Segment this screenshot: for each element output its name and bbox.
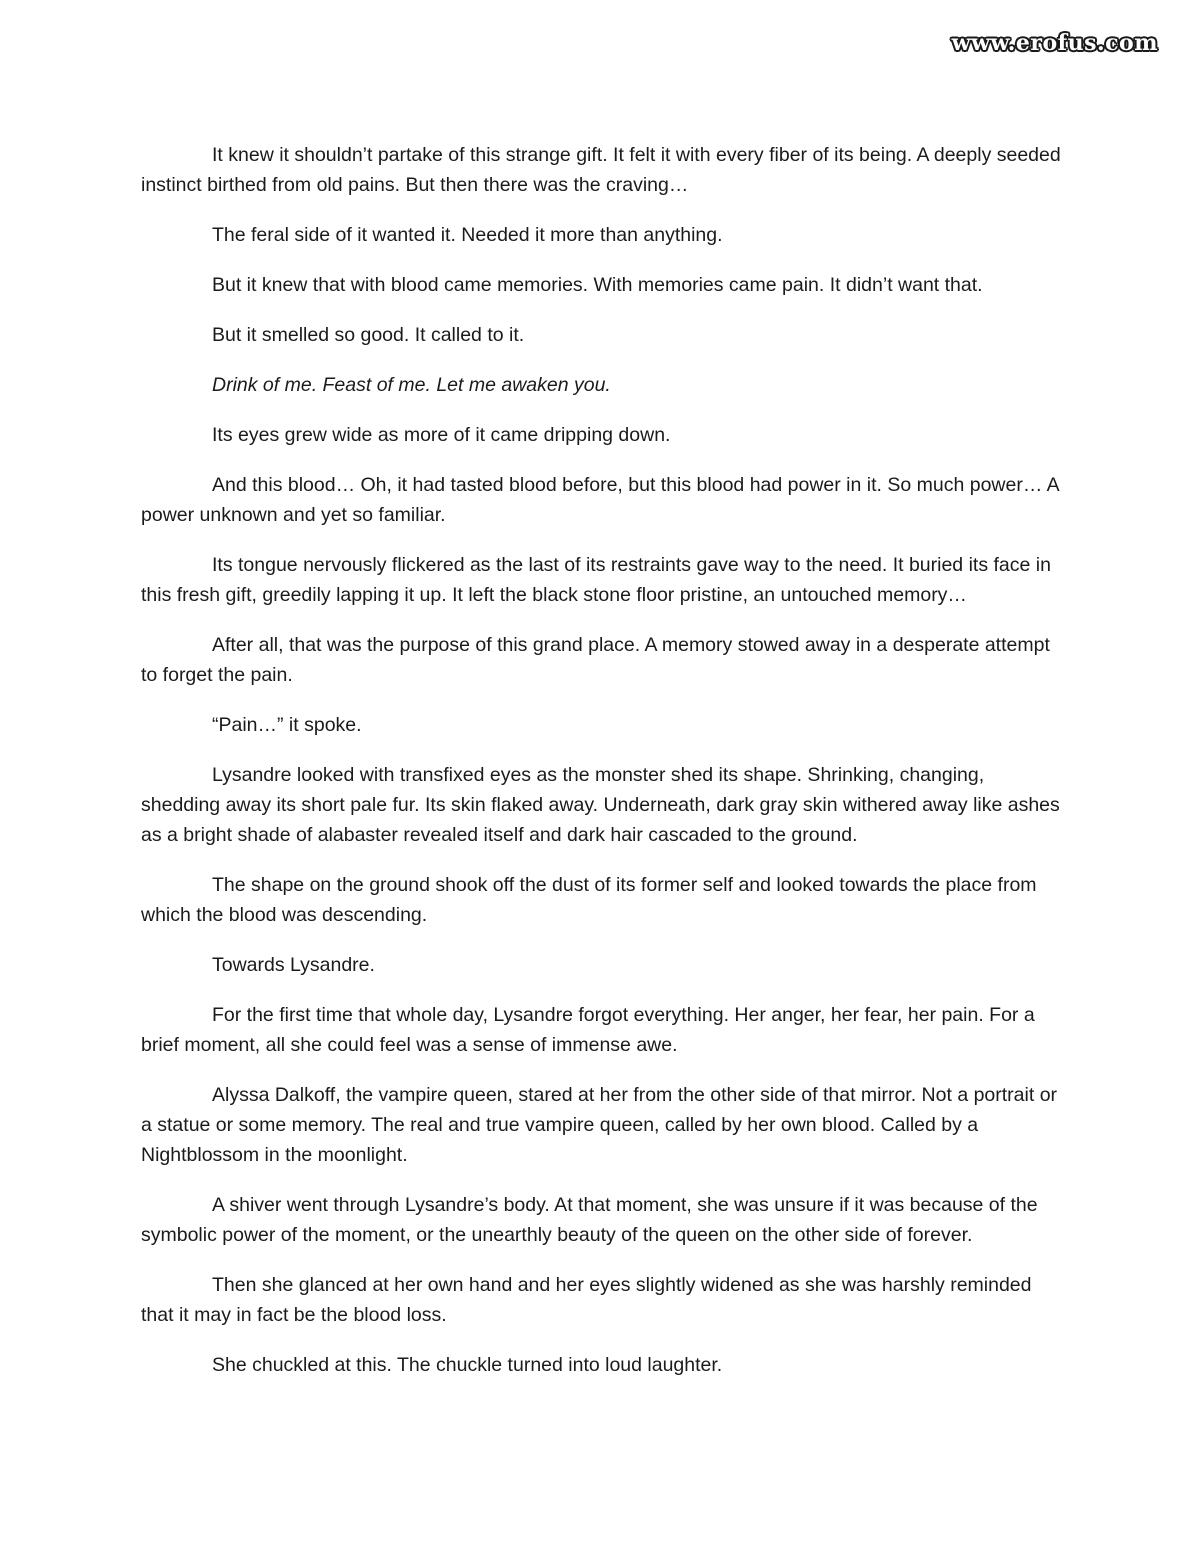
paragraph: But it smelled so good. It called to it. [212, 324, 525, 346]
paragraph: But it knew that with blood came memories. With memories came pain. It didn’t want that. [212, 274, 983, 296]
paragraph: Then she glanced at her own hand and her eyes slightly widened as she was harshly reminded that it may in fact be the blood loss. [141, 1274, 1032, 1326]
paragraph: “Pain…” it spoke. [212, 714, 362, 736]
paragraph: She chuckled at this. The chuckle turned into loud laughter. [212, 1354, 723, 1376]
paragraph: Its eyes grew wide as more of it came dripping down. [212, 424, 671, 446]
watermark-logo: www.erofus.com [951, 30, 1158, 56]
paragraph: For the first time that whole day, Lysandre forgot everything. Her anger, her fear, her pain. For a brief moment, all she could feel was a sense of immense awe. [141, 1004, 1035, 1056]
paragraph: After all, that was the purpose of this grand place. A memory stowed away in a desperate attempt to forget the pain. [141, 634, 1050, 686]
paragraph: Towards Lysandre. [212, 954, 375, 976]
paragraph: And this blood… Oh, it had tasted blood before, but this blood had power in it. So much power… A power unknown and yet so familiar. [141, 474, 1059, 526]
paragraph: Its tongue nervously flickered as the last of its restraints gave way to the need. It buried its face in this fresh gift, greedily lapping it up. It left the black stone floor pristine, an untouched memory… [141, 554, 1051, 606]
paragraph: The shape on the ground shook off the dust of its former self and looked towards the place from which the blood was descending. [141, 874, 1037, 926]
paragraph: Alyssa Dalkoff, the vampire queen, stared at her from the other side of that mirror. Not a portrait or a statue or some memory. The real and true vampire queen, called by her own blood. Called by a Nightblossom in the moonlight. [141, 1084, 1058, 1166]
paragraph: The feral side of it wanted it. Needed it more than anything. [212, 224, 723, 246]
document-page [141, 140, 1066, 1400]
paragraph: A shiver went through Lysandre’s body. At that moment, she was unsure if it was because of the symbolic power of the moment, or the unearthly beauty of the queen on the other side of forever. [141, 1194, 1038, 1246]
paragraph: It knew it shouldn’t partake of this strange gift. It felt it with every fiber of its being. A deeply seeded instinct birthed from old pains. But then there was the craving… [141, 144, 1061, 196]
italic-paragraph: Drink of me. Feast of me. Let me awaken you. [212, 374, 611, 396]
paragraph: Lysandre looked with transfixed eyes as the monster shed its shape. Shrinking, changing, shedding away its short pale fur. Its skin flaked away. Underneath, dark gray skin withered away like ashes as a bright shade of alabaster revealed itself and dark hair cascaded to the ground. [141, 764, 1060, 846]
